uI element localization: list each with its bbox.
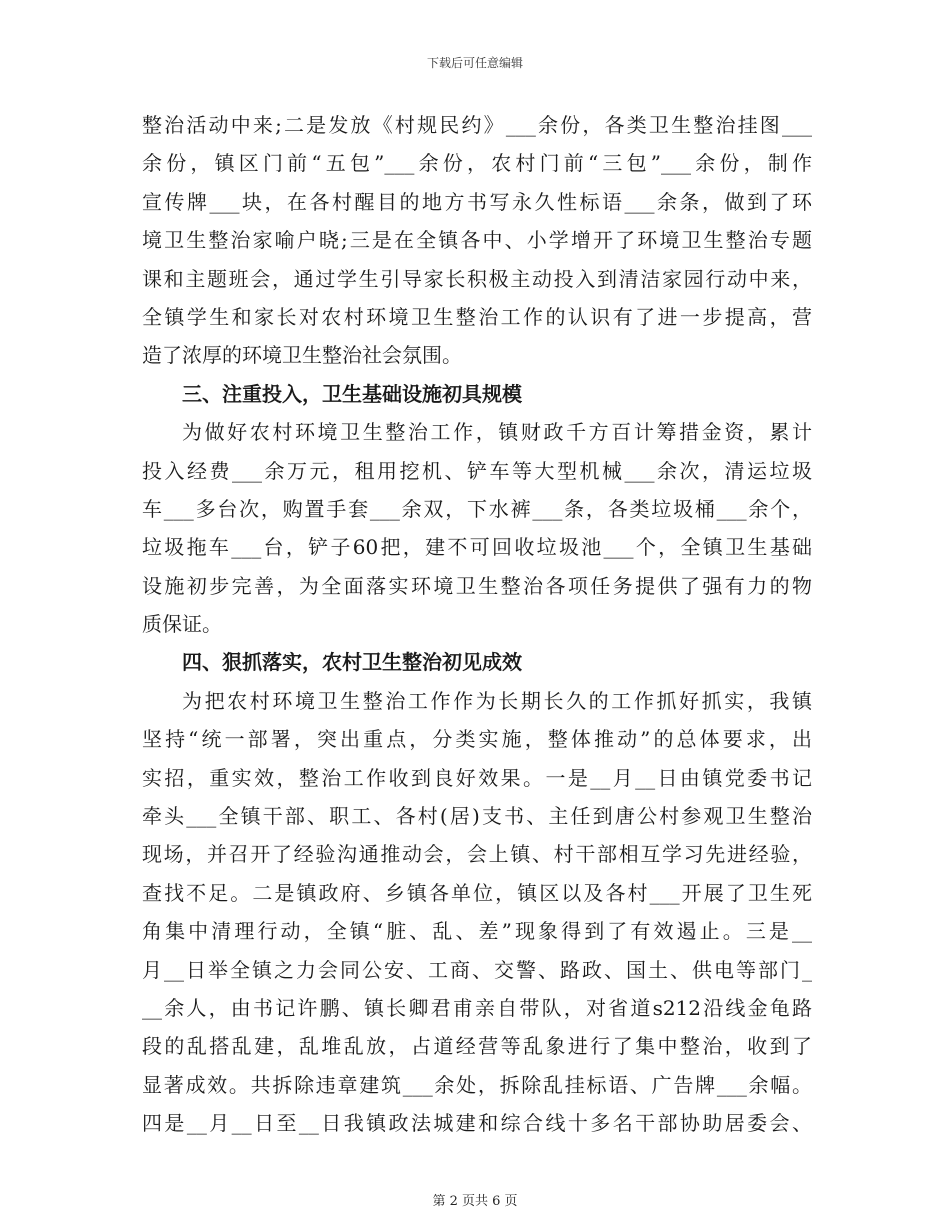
body-line: 课和主题班会，通过学生引导家长积极主动投入到清洁家园行动中来， (142, 266, 812, 291)
body-line: 四是__月__日至__日我镇政法城建和综合线十多名干部协助居委会、 (142, 1111, 812, 1136)
body-line: 坚持“统一部署，突出重点，分类实施，整体推动”的总体要求，出 (142, 727, 812, 752)
body-line: 垃圾拖车___台，铲子60把，建不可回收垃圾池___个，全镇卫生基础 (142, 535, 812, 560)
body-line: 造了浓厚的环境卫生整治社会氛围。 (142, 343, 462, 368)
body-line: 整治活动中来;二是发放《村规民约》___余份，各类卫生整治挂图___ (142, 113, 812, 137)
document-body (142, 106, 812, 1143)
body-line: 牵头___全镇干部、职工、各村(居)支书、主任到唐公村参观卫生整治 (142, 804, 812, 829)
body-line: 查找不足。二是镇政府、乡镇各单位，镇区以及各村___开展了卫生死 (142, 880, 812, 905)
page-header: 下载后可任意编辑 (426, 56, 523, 70)
body-line: 角集中清理行动，全镇“脏、乱、差”现象得到了有效遏止。三是__ (142, 919, 812, 944)
body-line: 为把农村环境卫生整治工作作为长期长久的工作抓好抓实，我镇 (182, 688, 812, 713)
section-heading-4: 四、狠抓落实，农村卫生整治初见成效 (182, 650, 522, 675)
body-line: 投入经费___余万元，租用挖机、铲车等大型机械___余次，清运垃圾 (142, 458, 812, 483)
page-footer: 第 2 页共 6 页 (432, 1194, 518, 1209)
body-line: 质保证。 (142, 612, 222, 637)
body-line: 为做好农村环境卫生整治工作，镇财政千方百计筹措金资，累计 (182, 420, 812, 445)
body-line: 设施初步完善，为全面落实环境卫生整治各项任务提供了强有力的物 (142, 573, 812, 598)
body-line: 全镇学生和家长对农村环境卫生整治工作的认识有了进一步提高，营 (142, 304, 812, 329)
body-line: __余人，由书记许鹏、镇长卿君甫亲自带队，对省道s212沿线金龟路 (142, 995, 812, 1020)
body-line: 车___多台次，购置手套___余双，下水裤___条，各类垃圾桶___余个， (142, 496, 812, 521)
body-line: 月__日举全镇之力会同公安、工商、交警、路政、国土、供电等部门_ (142, 957, 812, 982)
body-line: 现场，并召开了经验沟通推动会，会上镇、村干部相互学习先进经验， (142, 842, 812, 867)
body-line: 宣传牌___块，在各村醒目的地方书写永久性标语___余条，做到了环 (142, 189, 812, 214)
body-line: 段的乱搭乱建，乱堆乱放，占道经营等乱象进行了集中整治，收到了 (142, 1034, 812, 1059)
body-line: 实招，重实效，整治工作收到良好效果。一是__月__日由镇党委书记 (142, 765, 812, 790)
body-line: 余份，镇区门前“五包”___余份，农村门前“三包”___余份，制作 (142, 151, 812, 176)
body-line: 显著成效。共拆除违章建筑___余处，拆除乱挂标语、广告牌___余幅。 (142, 1072, 812, 1097)
section-heading-3: 三、注重投入，卫生基础设施初具规模 (182, 381, 522, 406)
body-line: 境卫生整治家喻户晓;三是在全镇各中、小学增开了环境卫生整治专题 (142, 228, 812, 253)
